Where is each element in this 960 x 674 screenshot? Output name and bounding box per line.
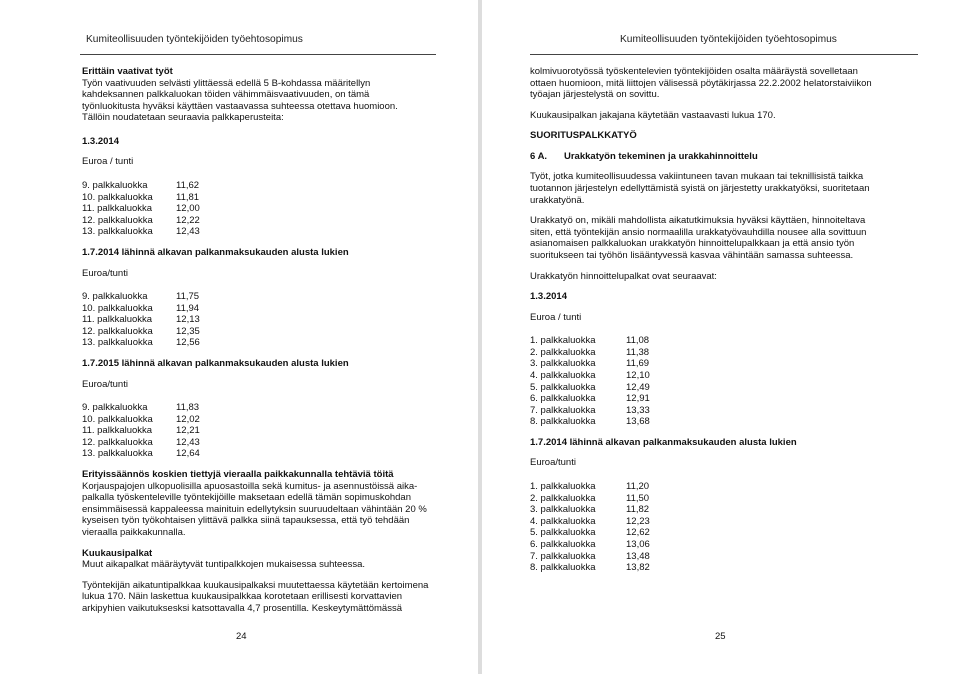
text-line: Kuukausipalkan jakajana käytetään vastaavasti lukua 170. <box>530 109 776 121</box>
rate-row <box>530 416 922 428</box>
rate-label: 11. palkkaluokka <box>82 425 153 437</box>
rate-row <box>82 180 436 192</box>
rate-label: 11. palkkaluokka <box>82 314 153 326</box>
rate-row <box>82 414 436 426</box>
rate-block-title: 1.3.2014 <box>530 291 567 303</box>
rate-row <box>530 393 922 405</box>
page-header: Kumiteollisuuden työntekijöiden työehtosopimus <box>86 34 303 45</box>
text-line: asianomaisen palkkaluokan urakkatyön hinnoittelupalkkaan ja että ansio työn <box>530 238 855 250</box>
rate-value: 12,00 <box>176 203 200 215</box>
rate-value: 13,48 <box>626 550 650 562</box>
section-heading: SUORITUSPALKKATYÖ <box>530 130 637 142</box>
text-line: kahdeksannen palkkaluokan töiden vähimmäisvaativuuden, on tämä <box>82 89 370 101</box>
rate-row <box>82 291 436 303</box>
rate-value: 11,94 <box>176 302 200 314</box>
text-line: Työn vaativuuden selvästi ylittäessä edellä 5 B-kohdassa määritellyn <box>82 77 371 89</box>
rate-value: 11,50 <box>626 492 650 504</box>
rate-label: 10. palkkaluokka <box>82 302 153 314</box>
rate-label: 10. palkkaluokka <box>82 413 153 425</box>
rate-label: 4. palkkaluokka <box>530 515 596 527</box>
rate-block-title: 1.7.2014 lähinnä alkavan palkanmaksukauden alusta lukien <box>530 436 797 448</box>
rate-value: 11,20 <box>626 481 650 493</box>
rate-value: 12,62 <box>626 527 650 539</box>
right-page <box>482 0 960 674</box>
rate-unit: Euroa/tunti <box>82 267 128 279</box>
text-line: Työt, jotka kumiteollisuudessa vakiintuneen tavan mukaan tai teknillisistä taikka <box>530 171 864 183</box>
rate-label: 13. palkkaluokka <box>82 337 153 349</box>
rate-value: 12,21 <box>176 425 200 437</box>
rate-row <box>530 539 922 551</box>
rate-label: 12. palkkaluokka <box>82 436 153 448</box>
rate-value: 11,62 <box>176 180 200 192</box>
rate-label: 1. palkkaluokka <box>530 481 596 493</box>
rate-value: 11,81 <box>176 191 200 203</box>
rate-label: 12. palkkaluokka <box>82 325 153 337</box>
text-line: työnluokitusta hyväksi käyttäen vastaavassa suhteessa otettava huomioon. <box>82 100 398 112</box>
rate-row <box>82 226 436 238</box>
subsection-number: 6 A. <box>530 150 548 162</box>
rate-value: 12,64 <box>176 448 200 460</box>
rate-unit: Euroa/tunti <box>530 457 576 469</box>
header-rule <box>530 54 918 55</box>
rate-value: 13,82 <box>626 562 650 574</box>
rate-value: 12,43 <box>176 226 200 238</box>
text-line: vieraalla paikkakunnalla. <box>82 526 186 538</box>
text-line: suoritukseen tai työhön lisääntyvessä kasvaa vähintään samassa suhteessa. <box>530 249 854 261</box>
text-line: Urakkatyön hinnoittelupalkat ovat seuraavat: <box>530 270 717 282</box>
rate-block-title: 1.3.2014 <box>82 135 119 147</box>
rate-unit: Euroa / tunti <box>82 156 134 168</box>
rate-value: 13,33 <box>626 404 650 416</box>
rate-value: 12,13 <box>176 314 200 326</box>
rate-row <box>530 335 922 347</box>
rate-row <box>530 347 922 359</box>
rate-row <box>82 203 436 215</box>
rate-row <box>82 192 436 204</box>
text-line: siten, että työntekijän ansio normaalilla urakkatyövauhdilla nousee alla sovittuun <box>530 226 867 238</box>
rate-value: 13,68 <box>626 416 650 428</box>
rate-label: 8. palkkaluokka <box>530 416 596 428</box>
rate-value: 11,82 <box>626 504 650 516</box>
rate-row <box>82 215 436 227</box>
section-heading: Erityissäännös koskien tiettyjä vieraalla paikkakunnalla tehtäviä töitä <box>82 469 394 481</box>
rate-row <box>82 337 436 349</box>
text-line: palkalla työskenteleville työntekijöille maksetaan edellä tämän sopimuskohdan <box>82 492 411 504</box>
rate-row <box>82 402 436 414</box>
rate-row <box>530 562 922 574</box>
rate-value: 12,35 <box>176 325 200 337</box>
rate-label: 12. palkkaluokka <box>82 214 153 226</box>
rate-value: 11,08 <box>626 335 650 347</box>
rate-row <box>530 504 922 516</box>
rate-row <box>82 303 436 315</box>
rate-label: 1. palkkaluokka <box>530 335 596 347</box>
rate-row <box>82 314 436 326</box>
rate-label: 6. palkkaluokka <box>530 393 596 405</box>
rate-label: 4. palkkaluokka <box>530 369 596 381</box>
rate-row <box>530 516 922 528</box>
text-line: urakkatyönä. <box>530 194 585 206</box>
left-content <box>82 66 436 614</box>
text-line: ottaen huomioon, mitä liittojen välisessä pöytäkirjassa 22.2.2002 helatorstaiviikon <box>530 77 872 89</box>
text-line: työajan järjestelystä on sovittu. <box>530 89 660 101</box>
section-heading: Erittäin vaativat työt <box>82 66 173 77</box>
rate-value: 12,22 <box>176 214 200 226</box>
text-line: Tällöin noudatetaan seuraavia palkkaperusteita: <box>82 112 284 124</box>
left-page <box>0 0 478 674</box>
rate-label: 8. palkkaluokka <box>530 562 596 574</box>
rate-value: 12,43 <box>176 436 200 448</box>
rate-label: 7. palkkaluokka <box>530 404 596 416</box>
rate-label: 9. palkkaluokka <box>82 291 148 303</box>
rate-value: 12,49 <box>626 381 650 393</box>
rate-unit: Euroa / tunti <box>530 311 582 323</box>
rate-label: 11. palkkaluokka <box>82 203 153 215</box>
rate-row <box>82 326 436 338</box>
rate-label: 9. palkkaluokka <box>82 180 148 192</box>
rate-value: 13,06 <box>626 538 650 550</box>
rate-unit: Euroa/tunti <box>82 378 128 390</box>
page-number: 24 <box>236 631 247 642</box>
rate-row <box>530 527 922 539</box>
header-rule <box>80 54 436 55</box>
rate-label: 7. palkkaluokka <box>530 550 596 562</box>
rate-row <box>530 481 922 493</box>
rate-row <box>530 493 922 505</box>
rate-value: 12,91 <box>626 393 650 405</box>
rate-value: 11,83 <box>176 402 200 414</box>
text-line: Muut aikapalkat määräytyvät tuntipalkkojen mukaisessa suhteessa. <box>82 559 366 571</box>
rate-row <box>530 405 922 417</box>
subsection-title: Urakkatyön tekeminen ja urakkahinnoittelu <box>564 150 758 162</box>
rate-label: 13. palkkaluokka <box>82 448 153 460</box>
section-heading: Kuukausipalkat <box>82 547 153 559</box>
rate-row <box>82 437 436 449</box>
text-line: arkipyhien vaikutuksesksi katsottavalla 4,7 prosentilla. Keskeytymättömässä <box>82 602 402 614</box>
rate-row <box>82 448 436 460</box>
right-content <box>530 66 922 574</box>
rate-label: 13. palkkaluokka <box>82 226 153 238</box>
rate-row <box>82 425 436 437</box>
page-header: Kumiteollisuuden työntekijöiden työehtosopimus <box>620 34 837 45</box>
rate-label: 5. palkkaluokka <box>530 527 596 539</box>
rate-row <box>530 551 922 563</box>
rate-label: 9. palkkaluokka <box>82 402 148 414</box>
rate-value: 12,23 <box>626 515 650 527</box>
rate-value: 12,02 <box>176 413 200 425</box>
rate-block-title: 1.7.2015 lähinnä alkavan palkanmaksukauden alusta lukien <box>82 357 349 369</box>
text-line: Urakkatyö on, mikäli mahdollista aikatutkimuksia hyväksi käyttäen, hinnoiteltava <box>530 215 866 227</box>
rate-label: 10. palkkaluokka <box>82 191 153 203</box>
text-line: Työntekijän aikatuntipalkkaa kuukausipalkaksi muutettaessa käytetään kertoimena <box>82 579 429 591</box>
text-line: kolmivuorotyössä työskentelevien työntekijöiden osalta määräystä sovelletaan <box>530 66 858 77</box>
text-line: kyseisen työn työkohtaisen ylittävä palkka siinä tapauksessa, että työ tehdään <box>82 515 410 527</box>
rate-value: 12,10 <box>626 369 650 381</box>
text-line: tuotannon järjestelyn edellyttämistä syistä on järjestetty urakkatyöksi, suoritetaan <box>530 183 870 195</box>
rate-label: 2. palkkaluokka <box>530 492 596 504</box>
page-number: 25 <box>715 631 726 642</box>
rate-value: 11,38 <box>626 346 650 358</box>
rate-row <box>530 358 922 370</box>
rate-block-title: 1.7.2014 lähinnä alkavan palkanmaksukauden alusta lukien <box>82 246 349 258</box>
rate-value: 12,56 <box>176 337 200 349</box>
rate-value: 11,75 <box>176 291 200 303</box>
rate-label: 2. palkkaluokka <box>530 346 596 358</box>
text-line: lukua 170. Näin laskettua kuukausipalkkaa korotetaan erillisesti korvattavien <box>82 591 403 603</box>
rate-row <box>530 370 922 382</box>
text-line: Korjauspajojen ulkopuolisilla apuosastoilla sekä kumitus- ja asennustöissä aika- <box>82 480 418 492</box>
rate-label: 6. palkkaluokka <box>530 538 596 550</box>
subsection-heading <box>530 151 922 163</box>
rate-label: 3. palkkaluokka <box>530 504 596 516</box>
rate-label: 5. palkkaluokka <box>530 381 596 393</box>
rate-label: 3. palkkaluokka <box>530 358 596 370</box>
text-line: ensimmäisessä kappaleessa mainituin edellytyksin suuruudeltaan vähintään 20 % <box>82 503 427 515</box>
rate-row <box>530 382 922 394</box>
rate-value: 11,69 <box>626 358 650 370</box>
